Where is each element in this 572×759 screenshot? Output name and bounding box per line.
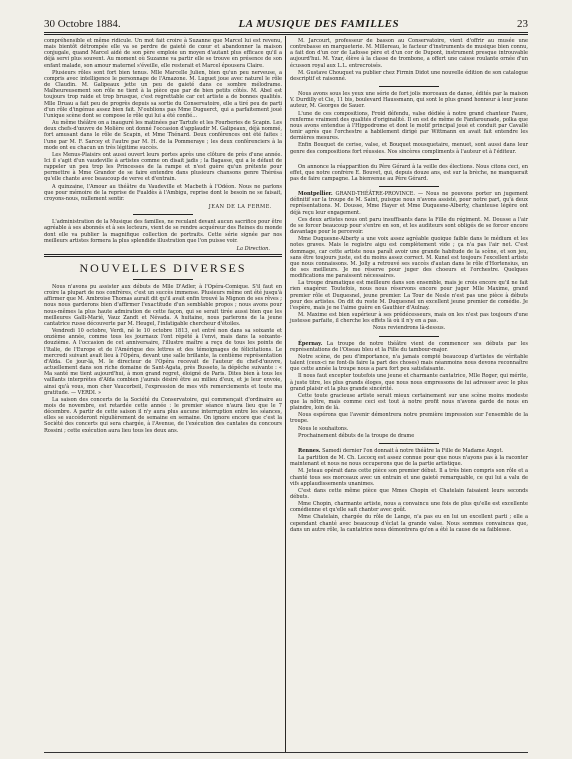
text-paragraph: Il nous faut excepter toutefois une jeune et charmante cantatrice, Mlle Roger, qui mérite, à juste titre, les plus grands éloges, que nous nous empressons de lui adresser avec le plus grand plaisir et la plus grande sincérité. (290, 373, 528, 392)
column-divider (285, 36, 286, 752)
left-column (44, 38, 282, 435)
author-signature: JEAN DE LA FERME. (208, 204, 272, 211)
text-paragraph: Mme Chatelain, chargée du rôle de Lange, n'a pas eu en lui un excellent parti ; elle a cependant chanté avec beaucoup d'éclat la grande valse. Nous sommes convaincus que, dans un autre rôle, la cantatrice nous démontrera qu'on a été la cause de sa faiblesse. (290, 514, 528, 533)
city-heading-rennes: Rennes. (298, 447, 321, 454)
header-rule-secondary (44, 34, 528, 35)
text-paragraph: Cette toute gracieuse artiste serait mieux certainement sur une scène moins modeste que la nôtre, mais comme ceci est tout à notre profit nous n'avons garde de nous en plaindre, loin de là. (290, 392, 528, 412)
separator-rule (379, 186, 439, 187)
text-paragraph: Nous avons sous les yeux une série de fort jolis morceaux de danse, édités par la maison V. Durdilly et Cie, 11 bis, boulevard Haussmann, qui sont le plus grand honneur à leur jeune auteur, M. Georges de Sauer. (290, 91, 528, 110)
text-paragraph: M. Maxime est bien supérieur à ses prédécesseurs, mais on les n'est pas toujours d'une justesse parfaite, il cherche les effets là où il n'y en a pas. (290, 312, 528, 325)
text-paragraph: Mme Duquesne-Alberty a une voix assez agréable quoique faible dans le médium et les notes graves. Mais le registre aigu est complètement vide ; ça n'a pas l'air net. C'est dommage, car cette artiste nous paraît avoir une grande habitude de la scène, et son jeu, sans être toujours juste, est du moins assez correct. M. Kunel est toujours l'excellent artiste que nous connaissons. M. Jolly a retrouvé ses succès d'autan dans le rôle d'Hortensius, un de ses meilleurs. Je me réserve pour juger des choeurs et l'orchestre. Quelques modifications me paraissent nécessaires. (290, 236, 528, 280)
text-paragraph: Mme Chopin, charmante artiste, nous a convaincu une fois de plus qu'elle est excellente comédienne et qu'elle sait chanter avec goût. (290, 501, 528, 514)
text-paragraph: compréhensible et même ridicule. Un mot fait croire à Suzanne que Marcel lui est revenu, mais bientôt détrompée elle va se perdre de gaieté de cœur et abandonner la maison conjugale, quand Marcel aidé de son père emploie un moyen d'autant plus efficace qu'il a déjà servi plus souvent. Au moment où Suzanne va partir elle se trouve en présence de son enfant malade, son amour maternel s'éveille, elle resterait et Marcel épousera Claire. (44, 38, 282, 69)
text-paragraph: M. Gustave Chouquet va publier chez Firmin Didot une nouvelle édition de son catalogue descriptif et raisonné. (290, 69, 528, 82)
text-paragraph: Samedi dernier l'on donnait à notre théâtre la Fille de Madame Angot. (322, 447, 504, 454)
news-paragraph: Nous n'avons pu assister aux débuts de Mlle D'Adler, à l'Opéra-Comique. S'il faut en croire la plupart de nos confrères, c'est un succès immense. Plusieurs même ont été jusqu'à affirmer que M. Ambroise Thomas aurait dit qu'il avait enfin trouvé la Mignon de ses rêves ; nous nous garderons bien d'affirmer l'exactitude d'un semblable propos ; nous avons pour nous-mêmes la plus haute admiration de cette façon, qui se serait tirée aussi bien que les meilleures Galli-Marié, Vauz Zandt et Névada. A huitaine, nous parlerons de la jeune cantatrice russe découverte par M. Heugel, l'infatigable chercheur d'étoiles. (44, 284, 282, 327)
city-heading-epernay: Épernay. (298, 340, 323, 347)
header-date: 30 Octobre 1884. (44, 18, 121, 30)
header-title: LA MUSIQUE DES FAMILLES (238, 18, 400, 30)
text-paragraph: Ces deux artistes nous ont paru insuffisants dans la Fille du régiment. M. Dousse a l'air de se forcer beaucoup pour s'entre en son, et les auditeurs sont obligés de se forcer encore davantage pour le percevoir. (290, 216, 528, 236)
text-paragraph: Les Menus-Plaisirs ont aussi ouvert leurs portes après une clôture de près d'une année. Ici il s'agit d'un vaudeville à artistes comme on disait jadis ; la Bagasse, qui a le défaut de rappeler un peu trop les Princesses de la rampe et n'est guère qu'un prétexte pour permettre à Mme Grandor de se faire entendre dans plusieurs chansons genre Thérésa qu'elle chante avec beaucoup de verve et d'entrain. (44, 151, 282, 183)
city-heading-montpellier: Montpellier. (298, 191, 333, 198)
separator-rule (379, 86, 439, 87)
text-paragraph: Prochainement débuts de la troupe de drame (298, 432, 415, 439)
text-paragraph: Nous espérons que l'avenir démontrera notre première impression sur l'ensemble de la troupe. (290, 412, 528, 425)
text-paragraph: La troupe dramatique est meilleure dans son ensemble, mais je crois encore qu'il ne fait rien exagérer. Toutefois, nous nous réservons encore pour juger Mlle Maxime, grand premier rôle et Duquesnel, jeune premier. La Tour de Nesle n'est pas une pièce à débuts pour des artistes. On dit du reste M. Duquesnel un excellent jeune premier de comédie. Je l'espère, mais je ne l'aime guère en Gauthier d'Aulnay. (290, 280, 528, 311)
text-paragraph: La partition de M. Ch. Lecocq est assez connue pour que nous n'ayons pas à la raconter maintenant et nous ne nous occuperons que de la partie artistique. (290, 455, 528, 468)
section-rule (44, 254, 282, 257)
text-paragraph: Plusieurs rôles sont fort bien tenus. Mlle Marcelle Julien, bien qu'un peu nerveuse, a compris avec intelligence le personnage de l'Amazone. M. Luguet joue avec naturel le rôle de Claudin. M. Galipeaux jette un peu de gaieté dans ce sombre mélodrame. Malheureusement son rôle ne tient à la pièce que par de bien petits côtés. M. Abel est toujours trop raide et trop brusque, c'est regrettable car cet artiste a de bonnes qualités. Mlle Druau a fait peu de progrès depuis sa sortie du Conservatoire, elle a tiré peu de parti d'un rôle d'ingénue assez bien fait. N'oublions pas Mme Duguerct, qui a parfaitement joué l'unique scène dont se compose le rôle qui lui a été confié... (44, 69, 282, 119)
news-paragraph: Vendredi 10 octobre, Verdi, né le 10 octobre 1813, est entré non dans sa soixante et onzième année, comme tous les journaux l'ont répété à l'envi, mais dans la soixante-douzième. A l'occasion de cet anniversaire, l'illustre maître a reçu de tous les points de l'Italie, de l'Europe et de l'Amérique des lettres et des témoignages de félicitations. Le mercredi suivant avait lieu à l'Opéra, devant une salle brillante, la centième représentation d'Aïda. Ce jour-là, M. le directeur de l'Opéra recevait de l'auteur du chef-d'œuvre, actuellement dans son riche domaine de Sant-Agata, près Busseto, la dépêche suivante : « Ma santé me tient aujourd'hui, à mon grand regret, éloigné de Paris. Dites bien à tous les vaillants interprètes d'Aïda combien j'aurais désiré être au milieu d'eux, et je leur envoie, ainsi qu'à vous, mon cher Vaucorbeil, l'expression de mes vifs remerciements et toute ma gratitude. — VERDI. » (44, 328, 282, 396)
text-paragraph: M. Jarcourt, professeur de basson au Conservatoire, vient d'offrir au musée une contrebasse en marqueterie. M. Millereau, le facteur d'instruments de musique bien connu, a fait don d'un cor de Lafosse père et d'un cor de Dupont, instrument presque introuvable aujourd'hui. M. Yzar, élève à la classe de trombone, a offert une caisse roulante ornée d'un écusson royal aux L.L. entrecroisés. (290, 38, 528, 69)
separator-rule (379, 443, 439, 444)
page-header (44, 12, 528, 30)
header-rule (44, 32, 528, 33)
right-column (290, 38, 528, 534)
header-page-number: 23 (516, 18, 528, 30)
text-paragraph: Enfin Bouquet de cerise, valse, et Bouquet mousquetaire, menuet, sont aussi dans leur genre des compositions fort réussies. Nos sincères compliments à l'auteur et à l'éditeur. (290, 142, 528, 155)
text-paragraph: A quinzaine, l'Amour au théâtre du Vaudeville et Macbeth à l'Odéon. Nous ne parlons que pour mémoire de la reprise de Fualdès à l'Ambigu, reprise dont le besoin ne se faisait, croyons-nous, nullement sentir. (44, 183, 282, 202)
footer-rule (44, 752, 528, 753)
text-paragraph: GRAND-THÉÂTRE-PROVINCE. — Nous ne pouvons porter un jugement définitif sur la troupe de M. Saint, puisque nous n'avons assisté, pour notre part, qu'à deux représentations. M. Dousse, Mme Hayer et Mme Duquesne-Alberty, chanteuse légère ont déjà reçu leur engagement. (290, 191, 529, 216)
notice-paragraph: L'administration de la Musique des familles, ne reculant devant aucun sacrifice pour être agréable à ses abonnés et à ses lecteurs, vient de se rendre acquéreur des Reines du monde dont elle va publier la magnifique collection de portraits. Cette série signée par nos meilleurs artistes formera la plus splendide illustration que l'on puisse voir. (44, 219, 282, 244)
text-paragraph: C'est dans cette même pièce que Mmes Chopin et Chatelain faisaient leurs seconds débuts. (290, 487, 528, 500)
text-paragraph: Au même théâtre on a inauguré les matinées par Tartufe et les Fourberies de Scapin. Les deux chefs-d'œuvre de Molière ont donné l'occasion d'applaudir M. Galipeaux, déjà nommé, fort amusant dans le rôle de Scapin, et Mme Thénard. Deux conférences ont été faites : l'une par M. F. Sarcey et l'autre par M. H. de la Pommeraye ; les deux conférenciers à la mode ont eu chacun un très légitime succès. (44, 120, 282, 151)
separator-rule (133, 214, 193, 215)
separator-rule (379, 159, 439, 160)
notice-signature: La Direction. (236, 245, 270, 252)
text-paragraph: M. Jeteau opérait dans cette pièce son premier début. Il a très bien compris son rôle et a chanté tous ses morceaux avec un entrain et une gaieté remarquable, ce qui lui a valu de vifs applaudissements unanimes. (290, 468, 528, 487)
section-title: NOUVELLES DIVERSES (79, 261, 247, 275)
text-paragraph: Notre scène, de peu d'importance, n'a jamais compté beaucoup d'artistes de véritable talent (ceux-ci ne font-ils faire la part des choses) mais néanmoins nous devons reconnaître que cette année la troupe nous a paru fort peu satisfaisante. (290, 353, 528, 373)
text-paragraph: L'une de ces compositions, Froid défendu, valse dédiée à notre grand chanteur Faure, renferme vraiment des qualités d'originalité. Il en est de même de Fanfarounade, polka que nous avons entendue à l'Hippodrome et dont le motif principal joué et conduit par Cavallé tenir après que l'orchestre a habilement dirigé par Wittmann en avait fait entendre les dernières mesures. (290, 110, 528, 142)
text-paragraph: La troupe de notre théâtre vient de commencer ses débuts par les représentations de l'Oiseau bleu et la Fille du tambour-major. (290, 340, 528, 353)
section-title-rule (133, 279, 193, 280)
text-paragraph: Nous le souhaitons. (298, 425, 349, 432)
text-paragraph: Nous reviendrons là-dessus. (372, 325, 446, 332)
text-paragraph: On annonce la réapparition du Père Gérard à la veille des élections. Nous citons ceci, en effet, que notre confrère E. Bouvet, qui, depuis douze ans, est sur la brèche, ne manquerait pas de faire campagne. La bienvenue au Père Gérard. (290, 163, 528, 182)
news-paragraph: La saison des concerts de la Société du Conservatoire, qui commençait d'ordinaire au mois de novembre, est retardée cette année : le premier séance n'aura lieu que le 7 décembre. A partir de cette saison il n'y aura plus aucune interruption entre les séances, elles se succéderont régulièrement de semaine en semaine. On ignore encore que c'est la Société des concerts qui sera chargée, à l'Avenue, de l'exécution des cantates du concours Rossini ; cette exécution aura lieu tous les deux ans. (44, 396, 282, 434)
separator-rule (379, 336, 439, 337)
